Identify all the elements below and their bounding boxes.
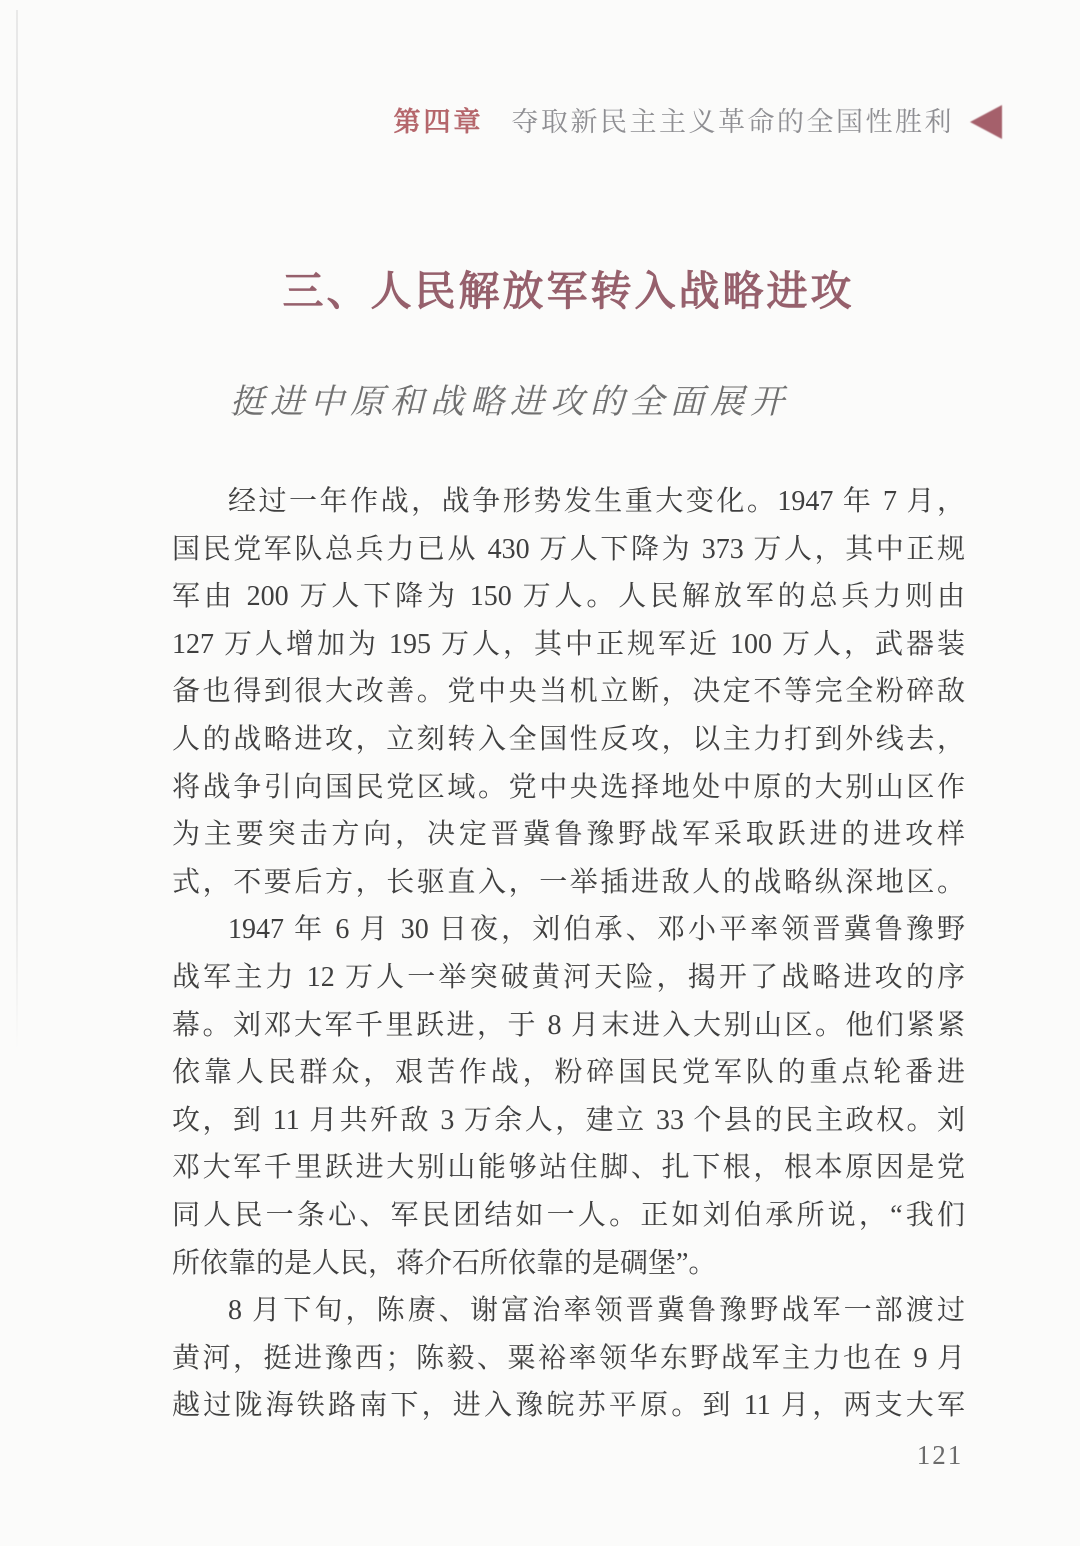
- body-text-line: 为主要突击方向，决定晋冀鲁豫野战军采取跃进的进攻样: [172, 819, 965, 851]
- body-text-line: 人的战略进攻，立刻转入全国性反攻，以主力打到外线去，: [172, 723, 965, 755]
- left-triangle-icon: [970, 105, 1002, 139]
- body-text-line: 备也得到很大改善。党中央当机立断，决定不等完全粉碎敌: [172, 676, 965, 708]
- body-text-line: 依靠人民群众，艰苦作战，粉碎国民党军队的重点轮番进: [172, 1057, 965, 1089]
- body-text-line: 国民党军队总兵力已从 430 万人下降为 373 万人，其中正规: [172, 533, 965, 565]
- body-text-line: 黄河，挺进豫西；陈毅、粟裕率领华东野战军主力也在 9 月: [172, 1342, 965, 1374]
- body-text-line: 将战争引向国民党区域。党中央选择地处中原的大别山区作: [172, 771, 965, 803]
- body-text-line: 攻，到 11 月共歼敌 3 万余人，建立 33 个县的民主政权。刘: [172, 1104, 965, 1136]
- page-number: 121: [916, 1440, 964, 1470]
- body-text-line: 经过一年作战，战争形势发生重大变化。1947 年 7 月，: [228, 486, 965, 517]
- chapter-title: 夺取新民主主义革命的全国性胜利: [511, 107, 954, 137]
- body-text-line: 幕。刘邓大军千里跃进，于 8 月末进入大别山区。他们紧紧: [172, 1009, 965, 1041]
- scan-crease-line: [16, 10, 18, 1050]
- body-text-line: 8 月下旬，陈赓、谢富治率领晋冀鲁豫野战军一部渡过: [228, 1295, 965, 1327]
- running-header: [394, 104, 1003, 140]
- body-text-line: 所依靠的是人民，蒋介石所依靠的是碉堡”。: [172, 1247, 717, 1279]
- section-title: 三、人民解放军转入战略进攻: [282, 268, 855, 314]
- body-text-line: 军由 200 万人下降为 150 万人。人民解放军的总兵力则由: [172, 581, 965, 613]
- body-text-line: 战军主力 12 万人一举突破黄河天险，揭开了战略进攻的序: [172, 961, 965, 993]
- body-text-line: 式，不要后方，长驱直入，一举插进敌人的战略纵深地区。: [172, 866, 965, 898]
- subsection-title: 挺进中原和战略进攻的全面展开: [230, 384, 790, 421]
- body-text-line: 1947 年 6 月 30 日夜，刘伯承、邓小平率领晋冀鲁豫野: [228, 914, 965, 946]
- body-text: [172, 478, 965, 1430]
- chapter-label: 第四章: [393, 107, 484, 137]
- body-text-line: 127 万人增加为 195 万人，其中正规军近 100 万人，武器装: [172, 628, 965, 660]
- body-text-line: 同人民一条心、军民团结如一人。正如刘伯承所说，“我们: [172, 1199, 965, 1231]
- body-text-line: 越过陇海铁路南下，进入豫皖苏平原。到 11 月，两支大军: [172, 1390, 965, 1422]
- body-text-line: 邓大军千里跃进大别山能够站住脚、扎下根，根本原因是党: [172, 1152, 965, 1184]
